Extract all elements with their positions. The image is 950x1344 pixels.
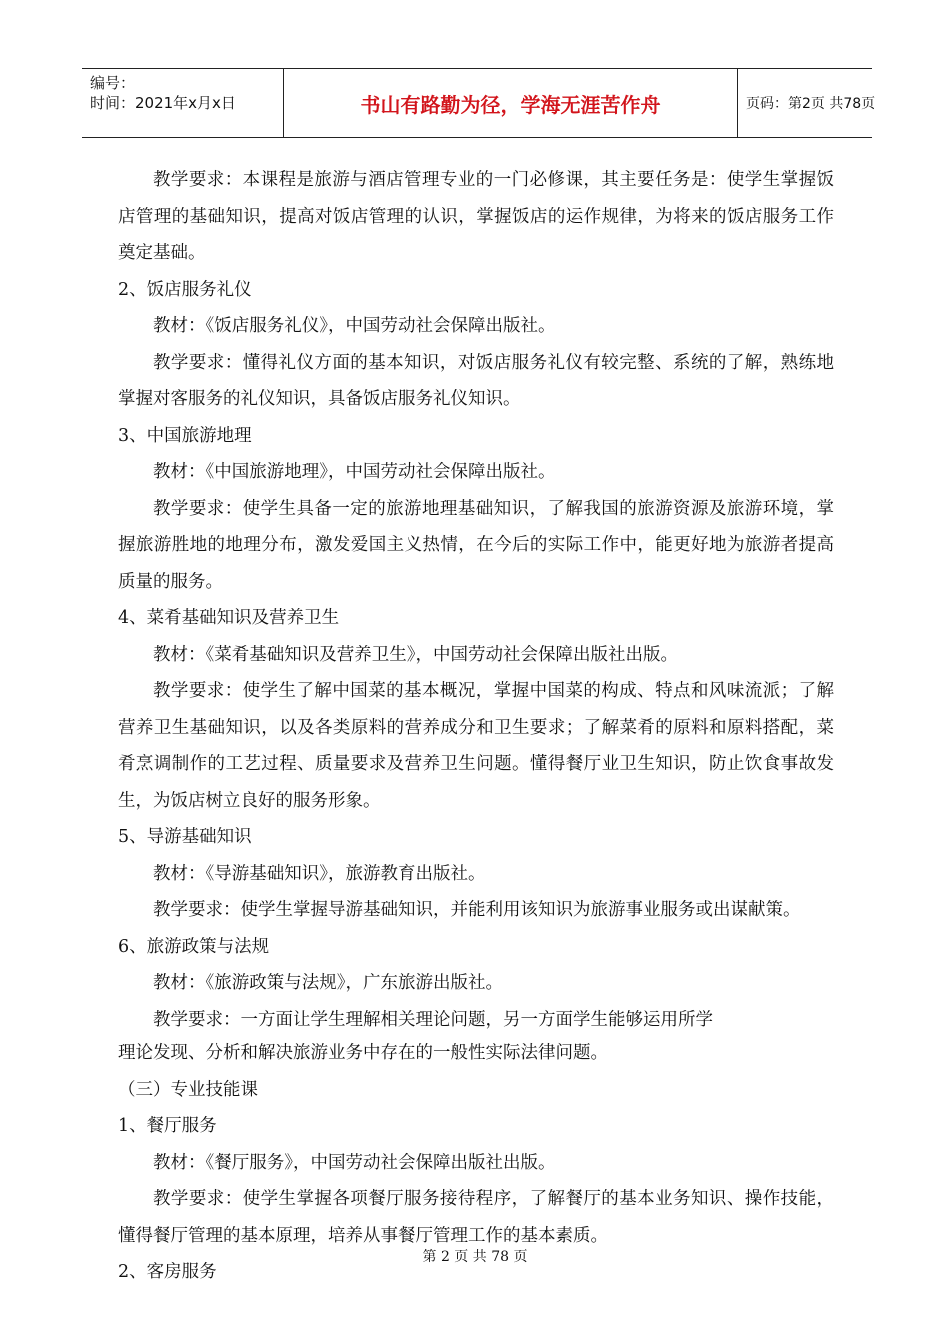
body-paragraph: 教材：《导游基础知识》，旅游教育出版社。 (153, 863, 486, 884)
body-paragraph: 教材：《餐厅服务》，中国劳动社会保障出版社出版。 (153, 1152, 556, 1173)
body-paragraph: 教材：《旅游政策与法规》，广东旅游出版社。 (153, 973, 503, 993)
page-header (82, 68, 876, 138)
header-motto: 书山有路勤为径，学海无涯苦作舟 (284, 69, 738, 137)
section-heading: 4、菜肴基础知识及营养卫生 (118, 608, 340, 628)
section-heading: 6、旅游政策与法规 (118, 936, 270, 957)
section-heading: 2、客房服务 (118, 1262, 217, 1282)
body-paragraph: 教学要求：使学生掌握导游基础知识，并能利用该知识为旅游事业服务或出谋献策。 (153, 900, 801, 920)
section-heading: 5、导游基础知识 (118, 827, 252, 847)
body-paragraph: 教学要求：使学生了解中国菜的基本概况，掌握中国菜的构成、特点和风味流派；了解营养卫生基础知识，以及各类原料的营养成分和卫生要求；了解菜肴的原料和原料搭配，菜肴烹调制作的工艺过程、质量要求及营养卫生问题。懂得餐厅业卫生知识，防止饮食事故发生，为饭店树立良好的服务形象。 (118, 681, 834, 811)
section-heading: （三）专业技能课 (118, 1079, 258, 1100)
document-time-label: 时间：2021年x月x日 (90, 94, 236, 112)
body-paragraph-continuation: 理论发现、分析和解决旅游业务中存在的一般性实际法律问题。 (118, 1043, 608, 1063)
section-heading: 3、中国旅游地理 (118, 425, 252, 446)
body-paragraph: 教材：《饭店服务礼仪》，中国劳动社会保障出版社。 (153, 316, 556, 336)
page-footer-text: 第 2 页 共 78 页 (422, 1249, 528, 1265)
body-paragraph: 教学要求：懂得礼仪方面的基本知识，对饭店服务礼仪有较完整、系统的了解，熟练地掌握对客服务的礼仪知识，具备饭店服务礼仪知识。 (118, 352, 834, 409)
body-paragraph: 教材：《中国旅游地理》，中国劳动社会保障出版社。 (153, 462, 556, 482)
body-paragraph: 教学要求：使学生掌握各项餐厅服务接待程序，了解餐厅的基本业务知识、操作技能，懂得餐厅管理的基本原理，培养从事餐厅管理工作的基本素质。 (118, 1189, 834, 1246)
document-body (118, 162, 834, 1291)
document-number-label: 编号： (90, 74, 136, 92)
section-heading: 2、饭店服务礼仪 (118, 279, 252, 300)
section-heading: 1、餐厅服务 (118, 1116, 217, 1136)
body-paragraph: 教学要求：本课程是旅游与酒店管理专业的一门必修课，其主要任务是：使学生掌握饭店管理的基础知识，提高对饭店管理的认识，掌握饭店的运作规律，为将来的饭店服务工作奠定基础。 (118, 170, 834, 263)
page-footer (0, 1246, 950, 1266)
header-page-info: 页码：第2页 共78页 (746, 96, 876, 112)
body-paragraph: 教材：《菜肴基础知识及营养卫生》，中国劳动社会保障出版社出版。 (153, 644, 678, 665)
body-paragraph: 教学要求：一方面让学生理解相关理论问题，另一方面学生能够运用所学 (153, 1009, 713, 1030)
header-meta (82, 69, 284, 137)
body-paragraph: 教学要求：使学生具备一定的旅游地理基础知识，了解我国的旅游资源及旅游环境，掌握旅游胜地的地理分布，激发爱国主义热情，在今后的实际工作中，能更好地为旅游者提高质量的服务。 (118, 498, 834, 592)
